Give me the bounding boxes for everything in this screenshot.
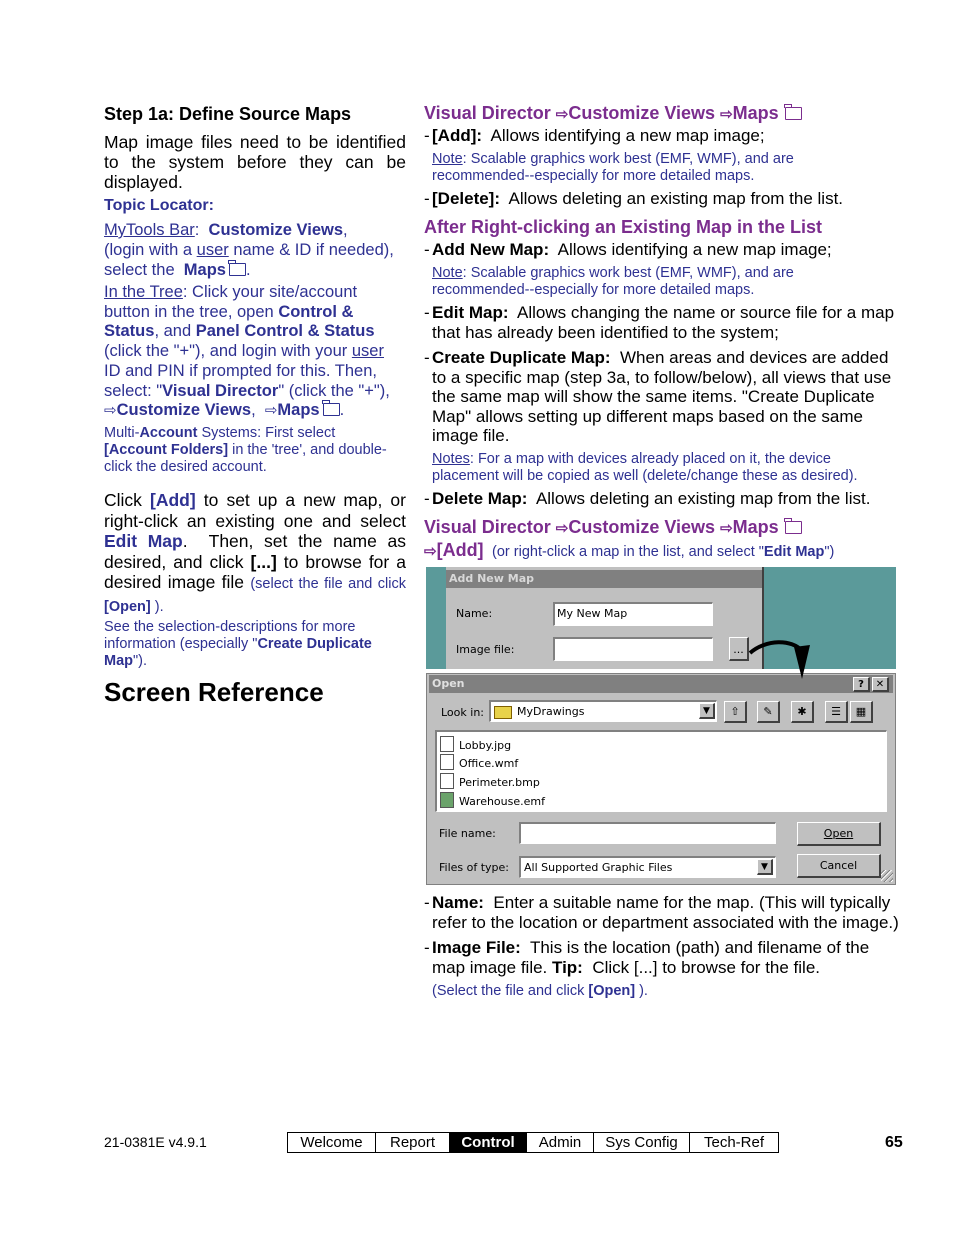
folder-icon <box>323 403 340 416</box>
note-text: : Scalable graphics work best (EMF, WMF), and are recommended--especially for more detailed maps. <box>432 265 794 298</box>
folder-icon <box>785 107 802 120</box>
tab-tech-ref[interactable]: Tech-Ref <box>689 1132 779 1153</box>
image-file-icon <box>440 754 454 770</box>
up-folder-icon[interactable]: ⇧ <box>724 701 747 723</box>
customize-views-link[interactable]: Customize Views <box>208 221 344 239</box>
arrow-icon: ⇨ <box>720 106 733 123</box>
multi-text-c: in the 'tree', and double- <box>228 442 387 458</box>
delete-map-item: - Delete Map: Allows deleting an existing map from the list. <box>424 489 871 508</box>
files-of-type-label: Files of type: <box>439 861 510 874</box>
notes-text: : For a map with devices already placed on it, the device placement will be copied as well (delete/change these as desired). <box>432 451 858 484</box>
and-text: , and <box>154 322 196 341</box>
image-label-text: Image File: <box>432 938 521 957</box>
path-visual-director[interactable]: Visual Director <box>424 517 551 537</box>
sel-note: (Select the file and click <box>432 983 589 999</box>
note-2 <box>432 265 872 299</box>
login-prefix: (login with a <box>104 241 197 259</box>
tab-control[interactable]: Control <box>449 1132 527 1153</box>
cancel-button[interactable]: Cancel <box>797 854 881 878</box>
select-open-note <box>432 983 648 1000</box>
image-file-field[interactable] <box>553 637 713 661</box>
sel-note-open: [Open] <box>588 983 636 999</box>
control-link[interactable]: Control & <box>278 302 354 321</box>
look-in-value: MyDrawings <box>517 705 585 718</box>
tip-label: Tip: <box>552 958 583 977</box>
add-new-map-screenshot <box>426 567 896 885</box>
visual-director-link[interactable]: Visual Director <box>162 381 279 400</box>
doc-id: 21-0381E v4.9.1 <box>104 1134 207 1150</box>
nav-path-2-add <box>424 540 834 561</box>
look-in-select[interactable] <box>489 700 717 722</box>
multi-account-note <box>104 425 409 476</box>
name-field[interactable]: My New Map <box>553 602 713 626</box>
image-file-label: Image file: <box>456 643 515 656</box>
edit-map-item: - Edit Map: Allows changing the name or source file for a map that has already been identified to the system; <box>424 303 895 342</box>
customize-views-link-2[interactable]: Customize Views <box>116 401 252 420</box>
arrow-icon: ⇨ <box>104 402 117 420</box>
sel-note-end: ). <box>635 983 648 999</box>
add-text: Allows identifying a new map image; <box>490 126 765 145</box>
path-paren: (or right-click a map in the list, and select " <box>492 544 764 560</box>
add-new-label: Add New Map: <box>432 240 550 259</box>
open-titlebar: Open <box>429 675 893 693</box>
note-label: Note <box>432 151 463 167</box>
file-name: Lobby.jpg <box>459 739 512 752</box>
chevron-down-icon[interactable]: ▼ <box>699 703 715 719</box>
add-new-map-item: - Add New Map: Allows identifying a new map image; <box>424 240 832 259</box>
open-dialog <box>426 673 896 885</box>
list-view-icon[interactable]: ☰ <box>825 701 848 723</box>
select-the: select the <box>104 261 175 279</box>
path-customize-views[interactable]: Customize Views <box>568 517 716 537</box>
file-item-perimeter[interactable] <box>440 773 540 789</box>
edit-label: Edit Map: <box>432 303 509 322</box>
help-button[interactable]: ? <box>853 677 870 692</box>
intro-paragraph: Map image files need to be identified to the system before they can be displayed. <box>104 132 406 192</box>
file-item-lobby[interactable] <box>440 736 511 752</box>
path-add[interactable]: [Add] <box>436 540 484 560</box>
select-vd-text: select: " <box>104 381 163 400</box>
chevron-down-icon[interactable]: ▼ <box>757 859 773 875</box>
path-maps[interactable]: Maps <box>732 103 779 123</box>
name-label: Name: <box>456 607 493 620</box>
tab-admin[interactable]: Admin <box>526 1132 594 1153</box>
dup-text: When areas and devices are added to a specific map (step 3a, to follow/below), all views that use the same map will show the same items. "Create Duplicate Map" allows setting up different maps based on the same image file. <box>432 348 892 445</box>
mytools-paragraph: MyTools Bar: Customize Views, (login with a user name & ID if needed), select the Maps . <box>104 221 394 279</box>
tree-text2: button in the tree, open <box>104 302 279 321</box>
arrow-icon: ⇨ <box>555 106 569 123</box>
notes-duplicate <box>432 451 892 485</box>
arrow-icon: ⇨ <box>424 543 437 560</box>
delmap-label: Delete Map: <box>432 489 528 508</box>
file-name: Office.wmf <box>459 757 519 770</box>
look-in-label: Look in: <box>441 706 484 719</box>
folder-icon <box>229 263 246 276</box>
multi-text-b: Systems: First select <box>197 425 336 441</box>
user-link-2[interactable]: user <box>351 342 384 361</box>
file-item-office[interactable] <box>440 754 518 770</box>
status-link[interactable]: Status <box>104 322 155 341</box>
delete-text: Allows deleting an existing map from the list. <box>508 189 844 208</box>
create-duplicate-item: - Create Duplicate Map: When areas and devices are added to a specific map (step 3a, to follow/below), all views that use the same map will show the same items. "Create Duplicate Map" allows setting up different maps based on the same image file. <box>424 348 892 445</box>
note-1 <box>432 151 872 185</box>
login-suffix: name & ID if needed), <box>228 241 394 259</box>
folder-icon <box>494 706 512 719</box>
tab-sys-config[interactable]: Sys Config <box>593 1132 690 1153</box>
edit-text: Allows changing the name or source file for a map that has already been identified to the system; <box>432 303 895 342</box>
screen-reference-heading: Screen Reference <box>104 677 324 707</box>
curved-arrow-icon <box>744 635 814 691</box>
arrow-icon: ⇨ <box>720 520 733 537</box>
note-text: : Scalable graphics work best (EMF, WMF), and are recommended--especially for more detailed maps. <box>432 151 794 184</box>
file-name-label: File name: <box>439 827 496 840</box>
delete-label: [Delete]: <box>432 189 501 208</box>
id-pin-text: ID and PIN if prompted for this. Then, <box>104 361 377 380</box>
panel-control-link[interactable]: Panel Control & Status <box>195 322 375 341</box>
file-item-warehouse[interactable] <box>440 792 545 808</box>
tab-welcome[interactable]: Welcome <box>287 1132 376 1153</box>
click-plus-text: (click the "+"), and login with your <box>104 342 352 361</box>
topic-locator: Topic Locator: <box>104 197 214 214</box>
file-list[interactable] <box>435 730 887 812</box>
files-of-type-select[interactable] <box>519 856 776 878</box>
path-maps[interactable]: Maps <box>732 517 779 537</box>
nav-path-1 <box>424 103 802 124</box>
mytools-link[interactable]: MyTools Bar <box>104 221 195 239</box>
files-of-type-value: All Supported Graphic Files <box>524 861 673 874</box>
notes-label: Notes <box>432 451 470 467</box>
name-text: Enter a suitable name for the map. (This will typically refer to the location or department associated with the image.) <box>432 893 899 932</box>
nav-path-2 <box>424 517 802 538</box>
open-button[interactable]: Open <box>797 822 881 846</box>
image-text: This is the location (path) and filename of the map image file. <box>432 938 870 977</box>
tip-text: Click [...] to browse for the file. <box>592 958 821 977</box>
add-new-map-titlebar: Add New Map <box>446 570 762 588</box>
name-label-text: Name: <box>432 893 484 912</box>
image-file-item: - Image File: This is the location (path) and filename of the map image file. Tip: Click [...] to browse for the file. <box>424 938 870 977</box>
image-file-icon <box>440 773 454 789</box>
file-name: Perimeter.bmp <box>459 776 540 789</box>
resize-grip-icon[interactable] <box>881 870 893 882</box>
in-the-tree-link[interactable]: In the Tree <box>104 283 183 301</box>
details-view-icon[interactable]: ▦ <box>850 701 873 723</box>
step-heading: Step 1a: Define Source Maps <box>104 104 352 124</box>
multi-text-d: click the desired account. <box>104 459 267 475</box>
maps-link[interactable]: Maps <box>183 261 226 279</box>
folder-icon <box>785 521 802 534</box>
new-folder-icon[interactable]: ✱ <box>791 701 814 723</box>
image-file-icon <box>440 792 454 808</box>
see-selection-note: See the selection-descriptions for more information (especially "Create Duplicate Map"). <box>104 619 372 669</box>
dup-label: Create Duplicate Map: <box>432 348 611 367</box>
select-vd-text-b: " (click the "+"), <box>278 381 390 400</box>
maps-link-2[interactable]: Maps <box>277 401 320 420</box>
add-item: - [Add]: Allows identifying a new map image; <box>424 126 765 145</box>
path-visual-director[interactable]: Visual Director <box>424 103 551 123</box>
add-new-text: Allows identifying a new map image; <box>557 240 832 259</box>
after-right-click-heading: After Right-clicking an Existing Map in the List <box>424 217 823 237</box>
tree-text: : Click your site/account <box>182 283 358 301</box>
name-item: - Name: Enter a suitable name for the map. (This will typically refer to the location or department associated with the image.) <box>424 893 899 932</box>
user-link[interactable]: user <box>196 241 229 259</box>
add-new-map-dialog <box>426 567 896 669</box>
delmap-text: Allows deleting an existing map from the list. <box>535 489 871 508</box>
browse-button[interactable]: ... <box>729 637 749 661</box>
path-paren-edit: Edit Map <box>763 544 825 560</box>
desktop-icon[interactable]: ✎ <box>757 701 780 723</box>
tab-report[interactable]: Report <box>375 1132 450 1153</box>
add-label: [Add]: <box>432 126 483 145</box>
account-word: Account <box>139 425 198 441</box>
delete-item: - [Delete]: Allows deleting an existing map from the list. <box>424 189 844 208</box>
note-label: Note <box>432 265 463 281</box>
path-customize-views[interactable]: Customize Views <box>568 103 716 123</box>
close-icon[interactable]: ✕ <box>872 677 889 692</box>
account-folders-link[interactable]: [Account Folders] <box>104 442 229 458</box>
arrow-icon: ⇨ <box>555 520 569 537</box>
file-name: Warehouse.emf <box>459 795 545 808</box>
file-name-field[interactable] <box>519 822 776 844</box>
tree-paragraph: In the Tree: Click your site/account button in the tree, open Control & Status, and Panel Control & Status (click the "+"), and login with your user ID and PIN if prompted for this. Then, select: "Visual Director" (click the "+"), ⇨Customize Views, ⇨Maps . <box>104 283 390 420</box>
image-file-icon <box>440 736 454 752</box>
multi-text: Multi- <box>104 425 140 441</box>
click-add-paragraph: Click [Add] to set up a new map, or right-click an existing one and select Edit Map. Then, set the name as desired, and click [...] to browse for a desired image file (select the file and click [Open] ). <box>104 490 406 615</box>
arrow-icon: ⇨ <box>264 402 278 420</box>
path-paren-end: ") <box>824 544 835 560</box>
page-number: 65 <box>885 1134 903 1151</box>
